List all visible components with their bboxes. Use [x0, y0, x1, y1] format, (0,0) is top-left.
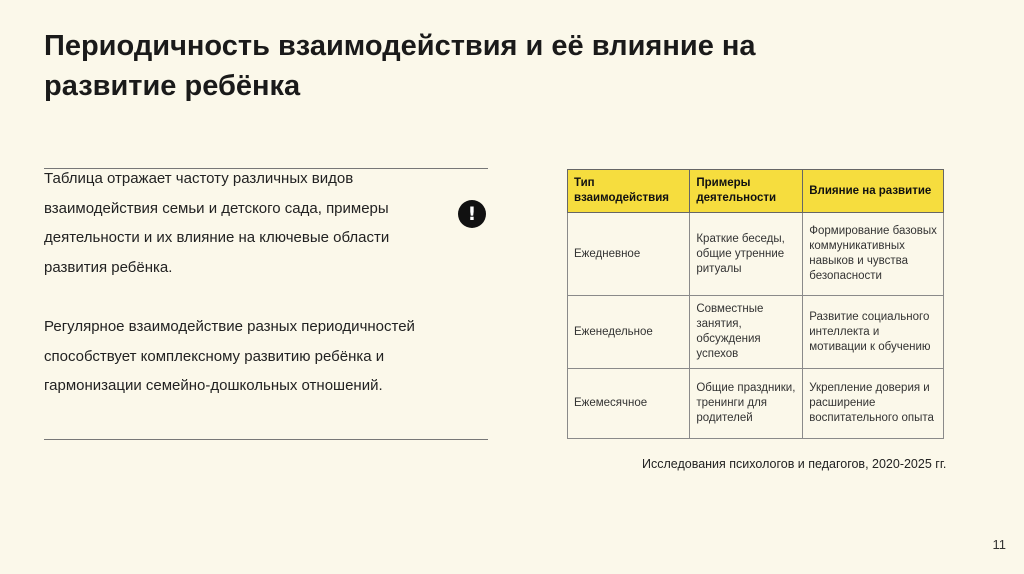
cell-impact: Формирование базовых коммуникативных навыков и чувства безопасности [803, 213, 944, 296]
table-row [568, 213, 944, 296]
cell-type: Еженедельное [568, 296, 690, 369]
table-header-row [568, 170, 944, 213]
cell-examples: Общие праздники, тренинги для родителей [690, 369, 803, 439]
description-paragraph: Таблица отражает частоту различных видов взаимодействия семьи и детского сада, примеры деятельности и их влияние на ключевые области развития ребёнка. [44, 170, 390, 276]
source-note: Исследования психологов и педагогов, 2020-2025 гг. [642, 457, 947, 471]
title-line-2: развитие ребёнка [44, 70, 301, 102]
cell-impact: Укрепление доверия и расширение воспитательного опыта [803, 369, 944, 439]
header-examples: Примеры деятельности [690, 170, 803, 213]
info-text [44, 164, 424, 401]
header-type: Тип взаимодействия [568, 170, 690, 213]
cell-type: Ежедневное [568, 213, 690, 296]
title-line-1: Периодичность взаимодействия и её влияние на [44, 30, 756, 62]
exclamation-circle-icon: ! [458, 200, 486, 228]
info-panel [44, 168, 488, 440]
cell-examples: Краткие беседы, общие утренние ритуалы [690, 213, 803, 296]
table-row [568, 296, 944, 369]
cell-impact: Развитие социального интеллекта и мотивации к обучению [803, 296, 944, 369]
table-row [568, 369, 944, 439]
header-impact: Влияние на развитие [803, 170, 944, 213]
interaction-table [567, 169, 944, 439]
page-number: 11 [992, 537, 1006, 552]
cell-type: Ежемесячное [568, 369, 690, 439]
conclusion-paragraph: Регулярное взаимодействие разных периодичностей способствует комплексному развитию ребёнка и гармонизации семейно-дошкольных отношений. [44, 318, 415, 394]
page-title [44, 26, 944, 106]
cell-examples: Совместные занятия, обсуждения успехов [690, 296, 803, 369]
